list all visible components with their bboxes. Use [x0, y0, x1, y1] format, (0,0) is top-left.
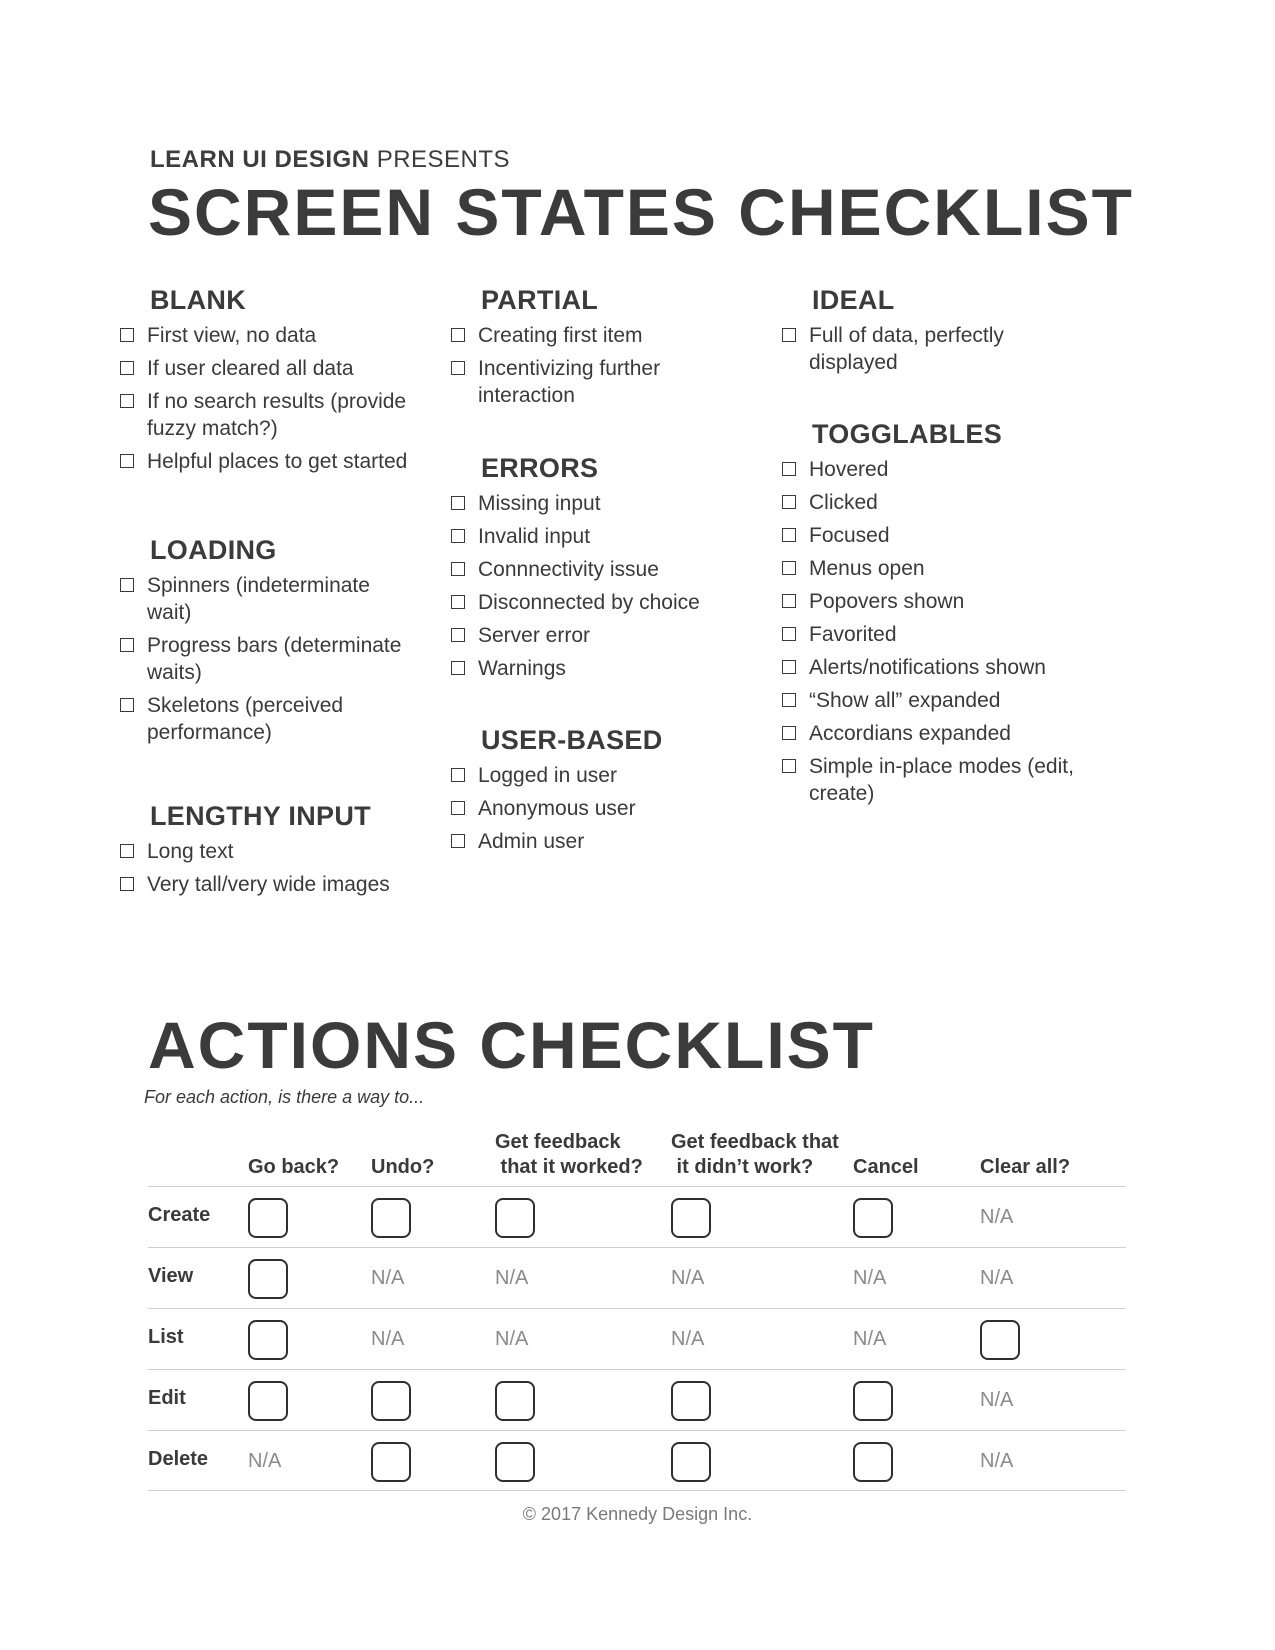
table-row	[148, 1247, 1126, 1308]
checkbox-icon[interactable]	[451, 834, 465, 848]
checklist-item	[782, 753, 1082, 807]
checkbox-icon[interactable]	[451, 496, 465, 510]
na-label: N/A	[853, 1267, 887, 1289]
table-row	[148, 1186, 1126, 1247]
na-label: N/A	[853, 1328, 887, 1350]
checkbox-icon[interactable]	[120, 698, 134, 712]
checklist	[451, 762, 731, 855]
na-label: N/A	[371, 1267, 405, 1289]
checkbox-icon[interactable]	[120, 638, 134, 652]
row-label: Delete	[148, 1448, 209, 1470]
checklist-item	[120, 322, 420, 349]
checklist-item-label: Accordians expanded	[809, 722, 1011, 745]
checklist-item-label: Simple in-place modes (edit, create)	[809, 755, 1074, 805]
checkbox-icon[interactable]	[451, 328, 465, 342]
copyright-footer: © 2017 Kennedy Design Inc.	[522, 1504, 753, 1524]
checklist-item-label: Helpful places to get started	[147, 450, 408, 473]
checklist-item-label: Long text	[147, 840, 234, 863]
checkbox-icon[interactable]	[451, 628, 465, 642]
checklist-item	[782, 555, 1082, 582]
brand-name: LEARN UI DESIGN	[150, 146, 370, 173]
checkbox[interactable]	[853, 1442, 893, 1482]
checklist-item	[782, 687, 1082, 714]
checkbox[interactable]	[671, 1381, 711, 1421]
table-row	[148, 1430, 1126, 1491]
checkbox-icon[interactable]	[782, 693, 796, 707]
checkbox-icon[interactable]	[451, 361, 465, 375]
checkbox-icon[interactable]	[120, 578, 134, 592]
section-lengthy-input	[120, 798, 420, 904]
section-user-based	[451, 722, 731, 861]
row-label: Create	[148, 1204, 211, 1226]
checklist-item-label: Hovered	[809, 458, 889, 481]
column-header-line: Go back?	[248, 1156, 340, 1178]
checkbox[interactable]	[371, 1198, 411, 1238]
table-row	[148, 1369, 1126, 1430]
column-header-line: that it worked?	[495, 1156, 643, 1178]
checklist-item	[120, 871, 420, 898]
column-header-line: Undo?	[371, 1156, 435, 1178]
checkbox[interactable]	[853, 1381, 893, 1421]
checkbox-icon[interactable]	[120, 328, 134, 342]
row-label: Edit	[148, 1387, 186, 1409]
checklist	[120, 838, 420, 898]
section-heading: USER-BASED	[481, 725, 663, 755]
checklist-item	[782, 456, 1082, 483]
checkbox-icon[interactable]	[782, 594, 796, 608]
checkbox-icon[interactable]	[782, 627, 796, 641]
checklist	[782, 322, 1082, 376]
section-togglables	[782, 416, 1082, 813]
checklist-item-label: Menus open	[809, 557, 925, 580]
checkbox-icon[interactable]	[120, 877, 134, 891]
checkbox[interactable]	[495, 1442, 535, 1482]
checklist-item	[451, 655, 731, 682]
column-header-line: Get feedback that	[671, 1131, 839, 1153]
checkbox-icon[interactable]	[782, 462, 796, 476]
column-header-line: it didn’t work?	[671, 1156, 814, 1178]
column-header	[248, 1155, 339, 1180]
checkbox[interactable]	[371, 1442, 411, 1482]
section-loading	[120, 532, 420, 752]
presents-line	[150, 146, 510, 174]
checklist-item	[120, 692, 420, 746]
actions-title: ACTIONS CHECKLIST	[148, 1008, 875, 1082]
column-header-line: Clear all?	[980, 1156, 1071, 1178]
section-heading: ERRORS	[481, 453, 599, 483]
na-label: N/A	[980, 1389, 1014, 1411]
checklist-item-label: Full of data, perfectly displayed	[809, 324, 1004, 374]
checkbox-icon[interactable]	[451, 661, 465, 675]
checkbox-icon[interactable]	[120, 394, 134, 408]
checklist-item-label: “Show all” expanded	[809, 689, 1001, 712]
na-label: N/A	[980, 1450, 1014, 1472]
checklist-item	[451, 795, 731, 822]
presents-word: PRESENTS	[376, 146, 511, 173]
page-title: SCREEN STATES CHECKLIST	[148, 175, 1134, 249]
na-label: N/A	[495, 1328, 529, 1350]
na-label: N/A	[671, 1267, 705, 1289]
checklist-item-label: Anonymous user	[478, 797, 636, 820]
checkbox[interactable]	[248, 1259, 288, 1299]
table-row	[148, 1308, 1126, 1369]
section-errors	[451, 450, 731, 688]
checkbox-icon[interactable]	[120, 361, 134, 375]
checkbox[interactable]	[671, 1442, 711, 1482]
checkbox-icon[interactable]	[782, 561, 796, 575]
column-header	[371, 1155, 434, 1180]
na-label: N/A	[495, 1267, 529, 1289]
section-heading: LOADING	[150, 535, 277, 565]
column-header-line: Get feedback	[495, 1131, 621, 1153]
checklist-item-label: If user cleared all data	[147, 357, 354, 380]
na-label: N/A	[371, 1328, 405, 1350]
actions-table	[148, 1130, 1126, 1491]
checkbox[interactable]	[495, 1198, 535, 1238]
section-heading: IDEAL	[812, 285, 895, 315]
checklist	[451, 490, 731, 682]
checklist-item	[782, 322, 1082, 376]
na-label: N/A	[671, 1328, 705, 1350]
section-ideal	[782, 282, 1082, 382]
checklist-item	[451, 355, 731, 409]
checklist-item-label: If no search results (provide fuzzy match?)	[147, 390, 407, 440]
checkbox[interactable]	[248, 1320, 288, 1360]
checklist-item-label: Warnings	[478, 657, 566, 680]
checkbox-icon[interactable]	[451, 562, 465, 576]
checkbox-icon[interactable]	[782, 660, 796, 674]
column-header	[495, 1130, 643, 1180]
checklist-item-label: Invalid input	[478, 525, 591, 548]
column-header	[853, 1155, 919, 1180]
checklist-item	[120, 388, 420, 442]
checkbox[interactable]	[371, 1381, 411, 1421]
checklist-item	[782, 588, 1082, 615]
checklist-item	[782, 522, 1082, 549]
checkbox-icon[interactable]	[782, 528, 796, 542]
checklist-item-label: Disconnected by choice	[478, 591, 700, 614]
checklist-item	[782, 621, 1082, 648]
checkbox-icon[interactable]	[782, 726, 796, 740]
checklist-item	[120, 448, 420, 475]
section-partial	[451, 282, 731, 415]
column-header-line: Cancel	[853, 1156, 919, 1178]
checkbox[interactable]	[853, 1198, 893, 1238]
checklist-item	[451, 622, 731, 649]
checklist-item	[451, 556, 731, 583]
na-label: N/A	[980, 1206, 1014, 1228]
section-blank	[120, 282, 420, 481]
checkbox-icon[interactable]	[782, 328, 796, 342]
checklist-item-label: Alerts/notifications shown	[809, 656, 1046, 679]
checklist	[120, 322, 420, 475]
checklist-item-label: Incentivizing further interaction	[478, 357, 661, 407]
checklist-item-label: Focused	[809, 524, 890, 547]
na-label: N/A	[980, 1267, 1014, 1289]
na-label: N/A	[248, 1450, 282, 1472]
checkbox-icon[interactable]	[451, 801, 465, 815]
checklist-item-label: Connnectivity issue	[478, 558, 659, 581]
checklist-item	[120, 632, 420, 686]
checkbox-icon[interactable]	[120, 454, 134, 468]
checklist-item	[120, 572, 420, 626]
checklist-item	[451, 523, 731, 550]
checklist-item-label: Missing input	[478, 492, 601, 515]
checklist-item-label: Admin user	[478, 830, 585, 853]
checkbox-icon[interactable]	[120, 844, 134, 858]
checklist	[120, 572, 420, 746]
checkbox-icon[interactable]	[782, 495, 796, 509]
row-label: List	[148, 1326, 184, 1348]
checklist-item	[451, 762, 731, 789]
checklist-item	[120, 838, 420, 865]
row-label: View	[148, 1265, 194, 1287]
checkbox-icon[interactable]	[451, 529, 465, 543]
section-heading: LENGTHY INPUT	[150, 801, 371, 831]
checkbox-icon[interactable]	[451, 595, 465, 609]
table-body	[148, 1186, 1126, 1491]
section-heading: TOGGLABLES	[812, 419, 1003, 449]
checklist-item-label: Server error	[478, 624, 591, 647]
checklist-item	[120, 355, 420, 382]
checklist-item	[782, 654, 1082, 681]
checklist	[451, 322, 731, 409]
checklist-item	[451, 589, 731, 616]
checkbox[interactable]	[248, 1198, 288, 1238]
column-header	[980, 1155, 1070, 1180]
checkbox[interactable]	[248, 1381, 288, 1421]
checkbox[interactable]	[671, 1198, 711, 1238]
checklist-item	[451, 490, 731, 517]
checkbox-icon[interactable]	[451, 768, 465, 782]
checklist-item	[451, 322, 731, 349]
checklist-item	[782, 489, 1082, 516]
checkbox-icon[interactable]	[782, 759, 796, 773]
checklist-item-label: Progress bars (determinate waits)	[147, 634, 402, 684]
checklist-item-label: Very tall/very wide images	[147, 873, 390, 896]
checkbox[interactable]	[495, 1381, 535, 1421]
column-header	[671, 1130, 839, 1180]
checklist-item-label: Clicked	[809, 491, 878, 514]
checklist-item-label: First view, no data	[147, 324, 317, 347]
checklist	[782, 456, 1082, 807]
checkbox[interactable]	[980, 1320, 1020, 1360]
checklist-item-label: Creating first item	[478, 324, 643, 347]
checklist-item-label: Popovers shown	[809, 590, 965, 613]
section-heading: PARTIAL	[481, 285, 599, 315]
checklist-item-label: Logged in user	[478, 764, 617, 787]
actions-subtitle: For each action, is there a way to...	[144, 1087, 425, 1107]
checklist-item-label: Spinners (indeterminate wait)	[147, 574, 370, 624]
table-header-row	[148, 1130, 1126, 1186]
checklist-item	[451, 828, 731, 855]
checklist-item-label: Favorited	[809, 623, 897, 646]
section-heading: BLANK	[150, 285, 246, 315]
checklist-item-label: Skeletons (perceived performance)	[147, 694, 344, 744]
checklist-item	[782, 720, 1082, 747]
